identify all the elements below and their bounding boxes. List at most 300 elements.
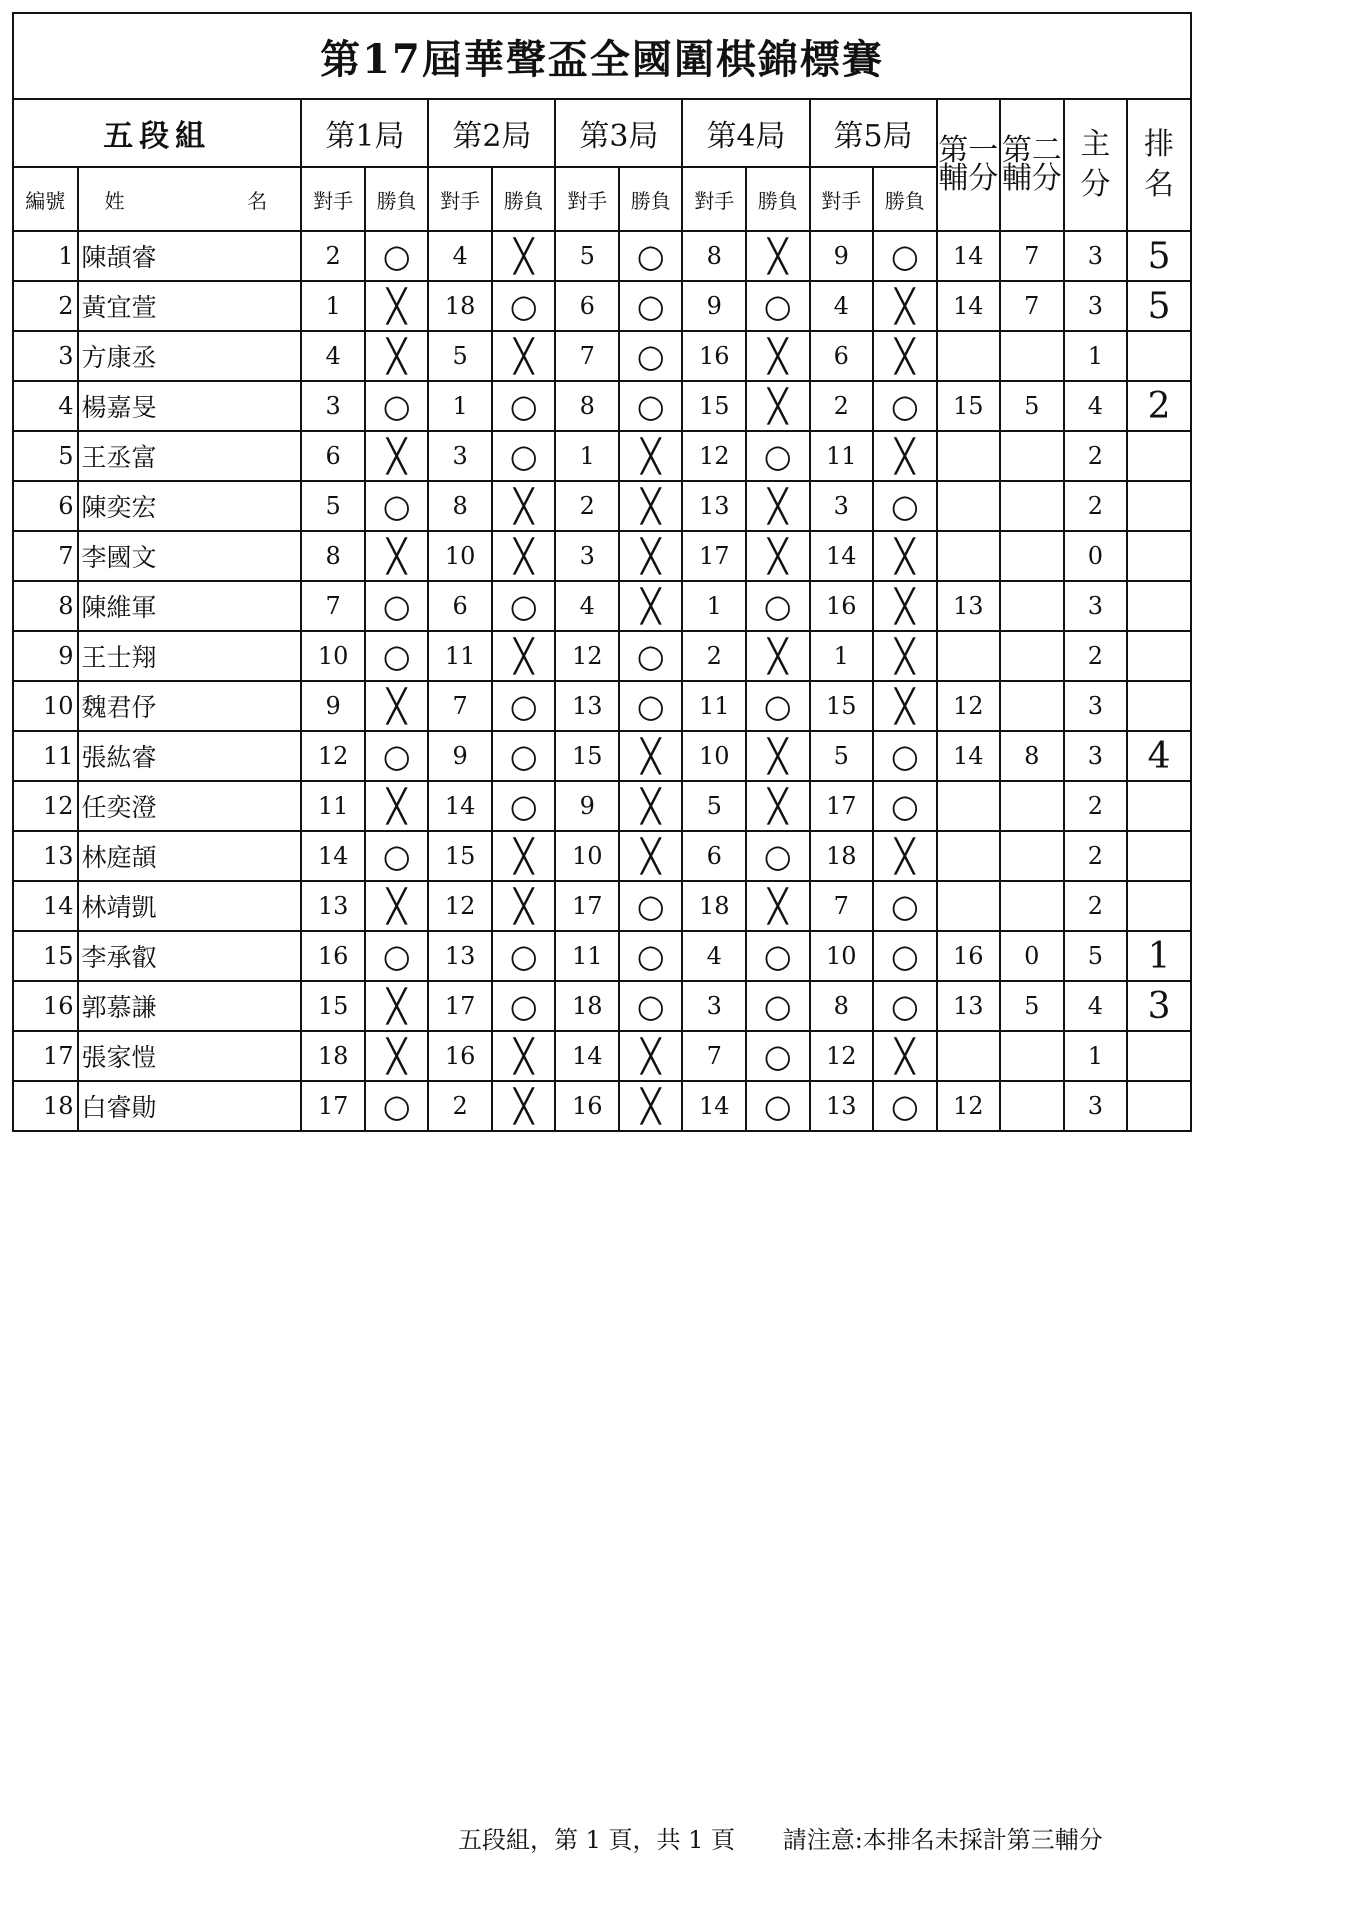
table-row — [13, 631, 1191, 681]
aux2-header — [1000, 99, 1064, 231]
round-2-result: ○ — [492, 431, 556, 481]
round-5-opponent: 9 — [810, 231, 874, 281]
round-5-result: ╳ — [873, 581, 937, 631]
main-score: 4 — [1064, 981, 1128, 1031]
round-1-result: ○ — [365, 581, 429, 631]
results-table — [12, 12, 1192, 1132]
main-score: 5 — [1064, 931, 1128, 981]
name-header — [78, 167, 302, 231]
player-number: 15 — [13, 931, 78, 981]
round-5-result: ╳ — [873, 331, 937, 381]
round-4-result: ╳ — [746, 881, 810, 931]
round-1-opponent: 10 — [301, 631, 365, 681]
round-1-result: ○ — [365, 1081, 429, 1131]
round-1-result: ╳ — [365, 531, 429, 581]
round-2-result: ○ — [492, 281, 556, 331]
round-1-opponent: 4 — [301, 331, 365, 381]
table-row — [13, 1081, 1191, 1131]
rank-value — [1127, 431, 1191, 481]
round-4-result: ╳ — [746, 731, 810, 781]
page-footer — [458, 1820, 1143, 1855]
aux1-score — [937, 831, 1001, 881]
aux1-score — [937, 481, 1001, 531]
round-4-opponent: 15 — [682, 381, 746, 431]
round-1-result: ○ — [365, 631, 429, 681]
round-5-opponent: 3 — [810, 481, 874, 531]
aux1-score: 15 — [937, 381, 1001, 431]
round-2-opponent: 17 — [428, 981, 492, 1031]
round-4-opponent: 17 — [682, 531, 746, 581]
main-score-header — [1064, 99, 1128, 231]
round-5-result: ╳ — [873, 531, 937, 581]
round-4-opponent: 3 — [682, 981, 746, 1031]
rank-value: 1 — [1127, 931, 1191, 981]
round-3-opponent: 13 — [555, 681, 619, 731]
main-score: 2 — [1064, 831, 1128, 881]
player-name: 李國文 — [78, 531, 302, 581]
rank-header-line2: 名 — [1144, 167, 1175, 202]
round-4-result: ○ — [746, 581, 810, 631]
round-5-opponent: 14 — [810, 531, 874, 581]
player-number: 3 — [13, 331, 78, 381]
round-1-result: ○ — [365, 381, 429, 431]
round-5-result: ○ — [873, 381, 937, 431]
round-5-opponent: 13 — [810, 1081, 874, 1131]
player-number: 11 — [13, 731, 78, 781]
aux1-header-line2: 輔分 — [938, 161, 999, 196]
footer-page-info: 五段組，第 1 頁，共 1 頁 — [458, 1826, 736, 1854]
rank-header-line1: 排 — [1144, 127, 1175, 162]
aux2-score — [1000, 431, 1064, 481]
round-2-result: ○ — [492, 681, 556, 731]
player-number: 1 — [13, 231, 78, 281]
round-2-result: ╳ — [492, 631, 556, 681]
round-4-result: ○ — [746, 1031, 810, 1081]
round-5-result: ╳ — [873, 831, 937, 881]
aux1-score — [937, 631, 1001, 681]
player-number: 6 — [13, 481, 78, 531]
round-5-result: ○ — [873, 481, 937, 531]
main-score: 2 — [1064, 781, 1128, 831]
aux2-score — [1000, 531, 1064, 581]
aux2-score: 0 — [1000, 931, 1064, 981]
player-name: 王丞富 — [78, 431, 302, 481]
rank-value — [1127, 881, 1191, 931]
round-2-result: ╳ — [492, 231, 556, 281]
round-4-opponent: 7 — [682, 1031, 746, 1081]
table-row — [13, 281, 1191, 331]
aux1-score: 16 — [937, 931, 1001, 981]
player-number: 18 — [13, 1081, 78, 1131]
round-3-result: ○ — [619, 281, 683, 331]
round-1-result: ○ — [365, 931, 429, 981]
round-5-opponent: 16 — [810, 581, 874, 631]
table-row — [13, 731, 1191, 781]
aux1-score — [937, 1031, 1001, 1081]
round-3-result: ○ — [619, 231, 683, 281]
round-5-result: ○ — [873, 781, 937, 831]
rank-value: 2 — [1127, 381, 1191, 431]
round-1-result: ╳ — [365, 1031, 429, 1081]
round-5-result: ╳ — [873, 1031, 937, 1081]
main-score: 3 — [1064, 731, 1128, 781]
round-1-opponent: 14 — [301, 831, 365, 881]
round-1-opponent: 2 — [301, 231, 365, 281]
round-1-opponent: 8 — [301, 531, 365, 581]
table-row — [13, 681, 1191, 731]
round-3-opponent: 1 — [555, 431, 619, 481]
round-4-result: ○ — [746, 1081, 810, 1131]
round-1-result: ╳ — [365, 331, 429, 381]
round-5-result: ○ — [873, 1081, 937, 1131]
round-3-header: 第3局 — [555, 99, 682, 167]
round-3-opponent: 10 — [555, 831, 619, 881]
aux1-score: 12 — [937, 681, 1001, 731]
rank-header — [1127, 99, 1191, 231]
round-5-result: ○ — [873, 731, 937, 781]
round-2-opponent: 9 — [428, 731, 492, 781]
player-number: 10 — [13, 681, 78, 731]
round-1-result: ○ — [365, 731, 429, 781]
table-row — [13, 381, 1191, 431]
round-2-opponent: 14 — [428, 781, 492, 831]
round-4-result: ╳ — [746, 331, 810, 381]
round-2-result: ╳ — [492, 1031, 556, 1081]
table-row — [13, 481, 1191, 531]
round-1-opponent: 6 — [301, 431, 365, 481]
round-4-result: ╳ — [746, 531, 810, 581]
round-2-opponent: 11 — [428, 631, 492, 681]
rank-value — [1127, 581, 1191, 631]
aux1-score: 12 — [937, 1081, 1001, 1131]
round-4-result: ○ — [746, 281, 810, 331]
aux2-score — [1000, 1031, 1064, 1081]
round-1-opponent-header: 對手 — [301, 167, 365, 231]
round-1-opponent: 7 — [301, 581, 365, 631]
round-1-opponent: 1 — [301, 281, 365, 331]
round-2-result: ╳ — [492, 881, 556, 931]
main-score: 2 — [1064, 481, 1128, 531]
rank-value — [1127, 681, 1191, 731]
aux2-score: 5 — [1000, 981, 1064, 1031]
main-score: 3 — [1064, 281, 1128, 331]
player-name: 張紘睿 — [78, 731, 302, 781]
round-5-opponent: 1 — [810, 631, 874, 681]
round-2-result: ╳ — [492, 1081, 556, 1131]
aux1-score — [937, 331, 1001, 381]
player-name: 黃宜萱 — [78, 281, 302, 331]
round-1-opponent: 5 — [301, 481, 365, 531]
aux2-score — [1000, 781, 1064, 831]
round-4-result: ╳ — [746, 381, 810, 431]
round-4-opponent: 6 — [682, 831, 746, 881]
round-3-opponent: 4 — [555, 581, 619, 631]
player-name: 陳頡睿 — [78, 231, 302, 281]
player-number: 16 — [13, 981, 78, 1031]
round-5-opponent: 7 — [810, 881, 874, 931]
aux2-score: 7 — [1000, 231, 1064, 281]
round-3-opponent: 6 — [555, 281, 619, 331]
round-4-opponent: 8 — [682, 231, 746, 281]
round-4-opponent: 13 — [682, 481, 746, 531]
round-2-opponent: 7 — [428, 681, 492, 731]
round-3-opponent: 11 — [555, 931, 619, 981]
round-3-result: ○ — [619, 931, 683, 981]
main-score: 2 — [1064, 431, 1128, 481]
round-5-result: ╳ — [873, 631, 937, 681]
round-3-result: ╳ — [619, 581, 683, 631]
round-2-opponent: 15 — [428, 831, 492, 881]
round-2-result: ○ — [492, 381, 556, 431]
round-1-header: 第1局 — [301, 99, 428, 167]
rank-value — [1127, 831, 1191, 881]
player-number: 9 — [13, 631, 78, 681]
player-number: 12 — [13, 781, 78, 831]
rank-value: 5 — [1127, 231, 1191, 281]
main-score: 3 — [1064, 581, 1128, 631]
aux1-score — [937, 781, 1001, 831]
results-sheet — [12, 12, 1192, 1132]
aux2-score — [1000, 831, 1064, 881]
round-1-result: ╳ — [365, 681, 429, 731]
round-5-opponent: 12 — [810, 1031, 874, 1081]
rank-value — [1127, 531, 1191, 581]
main-score: 2 — [1064, 631, 1128, 681]
round-3-opponent: 3 — [555, 531, 619, 581]
round-2-result: ○ — [492, 581, 556, 631]
rank-value — [1127, 781, 1191, 831]
round-5-opponent: 11 — [810, 431, 874, 481]
round-3-result: ╳ — [619, 731, 683, 781]
round-2-result: ○ — [492, 931, 556, 981]
player-number: 4 — [13, 381, 78, 431]
round-3-opponent: 18 — [555, 981, 619, 1031]
round-1-result: ╳ — [365, 881, 429, 931]
table-row — [13, 231, 1191, 281]
table-row — [13, 581, 1191, 631]
aux1-score: 13 — [937, 581, 1001, 631]
rank-value: 5 — [1127, 281, 1191, 331]
round-2-opponent: 5 — [428, 331, 492, 381]
aux1-header-line1: 第一 — [938, 133, 999, 168]
round-5-result: ○ — [873, 881, 937, 931]
round-1-opponent: 17 — [301, 1081, 365, 1131]
main-score: 3 — [1064, 1081, 1128, 1131]
main-score-header-line2: 分 — [1080, 167, 1111, 202]
main-score: 3 — [1064, 681, 1128, 731]
round-1-result: ╳ — [365, 431, 429, 481]
round-1-result: ○ — [365, 831, 429, 881]
round-1-opponent: 13 — [301, 881, 365, 931]
round-4-opponent: 5 — [682, 781, 746, 831]
table-row — [13, 1031, 1191, 1081]
round-2-result: ╳ — [492, 481, 556, 531]
aux2-score: 5 — [1000, 381, 1064, 431]
round-3-result: ○ — [619, 631, 683, 681]
aux2-score — [1000, 581, 1064, 631]
table-row — [13, 981, 1191, 1031]
player-name: 林庭頡 — [78, 831, 302, 881]
table-row — [13, 531, 1191, 581]
round-2-opponent: 16 — [428, 1031, 492, 1081]
table-row — [13, 831, 1191, 881]
player-name: 任奕澄 — [78, 781, 302, 831]
round-4-opponent: 1 — [682, 581, 746, 631]
aux1-score — [937, 531, 1001, 581]
round-3-result: ○ — [619, 381, 683, 431]
player-number: 7 — [13, 531, 78, 581]
round-2-opponent: 13 — [428, 931, 492, 981]
player-name: 陳維軍 — [78, 581, 302, 631]
round-1-opponent: 9 — [301, 681, 365, 731]
round-1-opponent: 3 — [301, 381, 365, 431]
round-2-result: ○ — [492, 731, 556, 781]
round-4-opponent: 16 — [682, 331, 746, 381]
round-2-result: ╳ — [492, 331, 556, 381]
round-2-result: ○ — [492, 781, 556, 831]
aux2-score — [1000, 481, 1064, 531]
round-4-result: ○ — [746, 931, 810, 981]
player-name: 王士翔 — [78, 631, 302, 681]
player-name: 楊嘉旻 — [78, 381, 302, 431]
round-2-opponent: 18 — [428, 281, 492, 331]
round-5-header: 第5局 — [810, 99, 937, 167]
round-4-opponent: 18 — [682, 881, 746, 931]
round-1-result: ○ — [365, 231, 429, 281]
table-row — [13, 931, 1191, 981]
round-5-result: ╳ — [873, 431, 937, 481]
table-row — [13, 431, 1191, 481]
aux1-score — [937, 431, 1001, 481]
group-name: 五段組 — [13, 99, 301, 167]
aux2-score — [1000, 881, 1064, 931]
player-number: 8 — [13, 581, 78, 631]
player-name: 方康丞 — [78, 331, 302, 381]
rank-value — [1127, 331, 1191, 381]
round-2-result: ○ — [492, 981, 556, 1031]
table-row — [13, 781, 1191, 831]
round-1-opponent: 16 — [301, 931, 365, 981]
round-1-result-header: 勝負 — [365, 167, 429, 231]
round-2-opponent: 3 — [428, 431, 492, 481]
rank-value: 4 — [1127, 731, 1191, 781]
round-4-result: ○ — [746, 681, 810, 731]
round-5-opponent: 17 — [810, 781, 874, 831]
aux1-score: 14 — [937, 281, 1001, 331]
aux1-score: 14 — [937, 731, 1001, 781]
round-3-opponent: 16 — [555, 1081, 619, 1131]
aux2-score: 8 — [1000, 731, 1064, 781]
round-3-result: ○ — [619, 981, 683, 1031]
rank-value — [1127, 481, 1191, 531]
round-5-result: ○ — [873, 981, 937, 1031]
aux1-score — [937, 881, 1001, 931]
round-5-opponent: 8 — [810, 981, 874, 1031]
round-3-opponent: 15 — [555, 731, 619, 781]
round-4-result: ○ — [746, 431, 810, 481]
round-5-result: ╳ — [873, 681, 937, 731]
round-5-opponent: 6 — [810, 331, 874, 381]
round-3-result: ╳ — [619, 531, 683, 581]
round-1-result: ○ — [365, 481, 429, 531]
round-3-opponent-header: 對手 — [555, 167, 619, 231]
player-number: 17 — [13, 1031, 78, 1081]
round-3-result: ╳ — [619, 431, 683, 481]
round-3-result: ╳ — [619, 481, 683, 531]
main-score: 1 — [1064, 331, 1128, 381]
table-row — [13, 331, 1191, 381]
rank-value — [1127, 1081, 1191, 1131]
player-name: 李承叡 — [78, 931, 302, 981]
name-header-char1: 姓 — [104, 188, 125, 213]
number-header: 編號 — [13, 167, 78, 231]
aux2-header-line1: 第二 — [1001, 133, 1062, 168]
round-5-result: ○ — [873, 931, 937, 981]
round-1-opponent: 12 — [301, 731, 365, 781]
player-number: 5 — [13, 431, 78, 481]
round-3-opponent: 17 — [555, 881, 619, 931]
round-4-result: ╳ — [746, 631, 810, 681]
round-2-opponent: 10 — [428, 531, 492, 581]
aux2-score — [1000, 681, 1064, 731]
footer-note: 請注意:本排名未採計第三輔分 — [782, 1826, 1103, 1854]
round-3-result: ╳ — [619, 781, 683, 831]
name-header-char2: 名 — [247, 188, 268, 213]
round-3-opponent: 8 — [555, 381, 619, 431]
round-4-opponent: 10 — [682, 731, 746, 781]
main-score: 2 — [1064, 881, 1128, 931]
round-5-opponent: 10 — [810, 931, 874, 981]
round-3-result: ╳ — [619, 1031, 683, 1081]
round-3-opponent: 2 — [555, 481, 619, 531]
round-3-result: ○ — [619, 331, 683, 381]
player-name: 陳奕宏 — [78, 481, 302, 531]
main-score-header-line1: 主 — [1080, 127, 1111, 162]
round-1-result: ╳ — [365, 281, 429, 331]
rank-value: 3 — [1127, 981, 1191, 1031]
round-4-result: ○ — [746, 981, 810, 1031]
aux2-score — [1000, 631, 1064, 681]
aux2-score: 7 — [1000, 281, 1064, 331]
round-3-opponent: 7 — [555, 331, 619, 381]
table-row — [13, 881, 1191, 931]
round-4-result: ╳ — [746, 231, 810, 281]
round-4-result: ╳ — [746, 481, 810, 531]
round-2-opponent: 2 — [428, 1081, 492, 1131]
round-3-result: ○ — [619, 881, 683, 931]
page-title: 第17屆華聲盃全國圍棋錦標賽 — [13, 13, 1191, 99]
round-5-result: ╳ — [873, 281, 937, 331]
rank-value — [1127, 631, 1191, 681]
round-2-opponent: 12 — [428, 881, 492, 931]
aux1-header — [937, 99, 1001, 231]
player-name: 魏君伃 — [78, 681, 302, 731]
round-4-opponent: 9 — [682, 281, 746, 331]
round-3-result: ╳ — [619, 831, 683, 881]
main-score: 0 — [1064, 531, 1128, 581]
round-3-result: ╳ — [619, 1081, 683, 1131]
player-name: 林靖凱 — [78, 881, 302, 931]
round-1-opponent: 18 — [301, 1031, 365, 1081]
round-2-opponent: 6 — [428, 581, 492, 631]
round-3-opponent: 5 — [555, 231, 619, 281]
player-name: 郭慕謙 — [78, 981, 302, 1031]
round-5-opponent: 18 — [810, 831, 874, 881]
round-2-result: ╳ — [492, 531, 556, 581]
round-4-opponent-header: 對手 — [682, 167, 746, 231]
round-2-opponent-header: 對手 — [428, 167, 492, 231]
round-4-result: ╳ — [746, 781, 810, 831]
